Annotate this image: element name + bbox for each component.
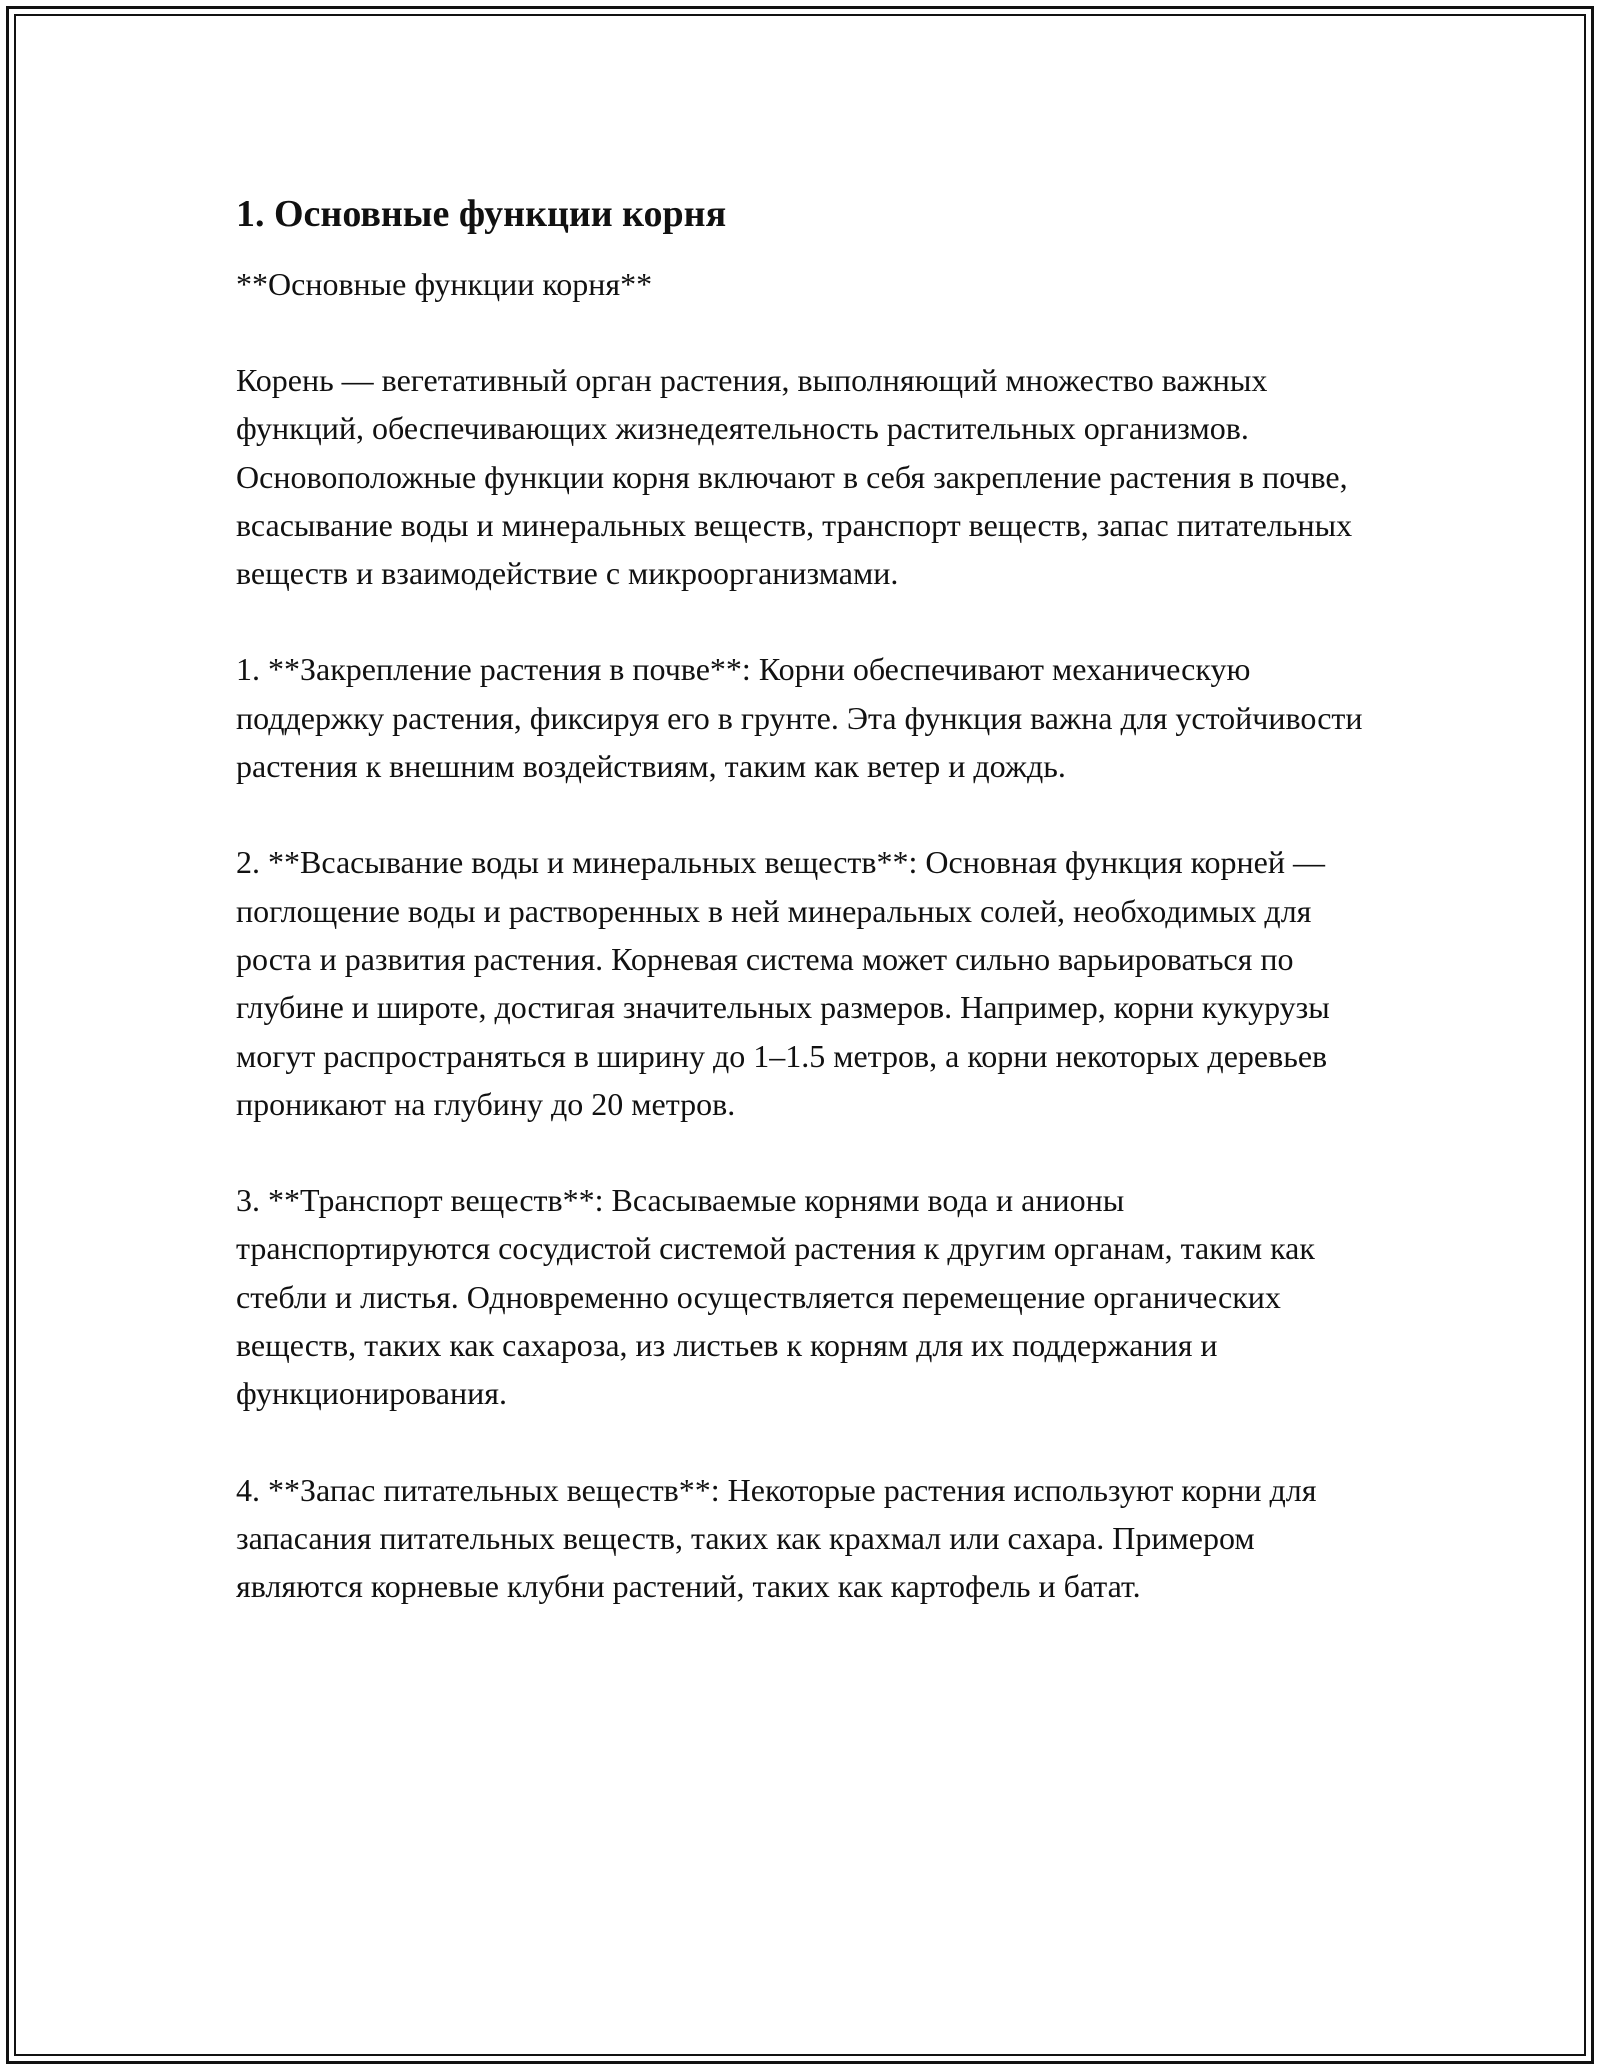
section-subtitle: **Основные функции корня** <box>236 266 653 302</box>
list-item-storage: 4. **Запас питательных веществ**: Некоторые растения используют корни для запасания питательных веществ, таких как крахмал или сахара. Примером являются корневые клубни растений, таких как картофель и батат. <box>236 1471 1317 1605</box>
document-body <box>236 186 1366 1611</box>
intro-paragraph: Корень — вегетативный орган растения, выполняющий множество важных функций, обеспечивающих жизнедеятельность растительных организмов. Основоположные функции корня включают в себя закрепление растения в почве, всасывание воды и минеральных веществ, транспорт веществ, запас питательных веществ и взаимодействие с микроорганизмами. <box>236 362 1353 592</box>
section-heading: 1. Основные функции корня <box>236 193 727 235</box>
list-item-anchorage: 1. **Закрепление растения в почве**: Корни обеспечивают механическую поддержку растения, фиксируя его в грунте. Эта функция важна для устойчивости растения к внешним воздействиям, таким как ветер и дождь. <box>236 651 1363 785</box>
list-item-absorption: 2. **Всасывание воды и минеральных веществ**: Основная функция корней — поглощение воды и растворенных в ней минеральных солей, необходимых для роста и развития растения. Корневая система может сильно варьироваться по глубине и широте, достигая значительных размеров. Например, корни кукурузы могут распространяться в ширину до 1–1.5 метров, а корни некоторых деревьев проникают на глубину до 20 метров. <box>236 844 1330 1122</box>
list-item-transport: 3. **Транспорт веществ**: Всасываемые корнями вода и анионы транспортируются сосудистой системой растения к другим органам, таким как стебли и листья. Одновременно осуществляется перемещение органических веществ, таких как сахароза, из листьев к корням для их поддержания и функционирования. <box>236 1182 1315 1412</box>
